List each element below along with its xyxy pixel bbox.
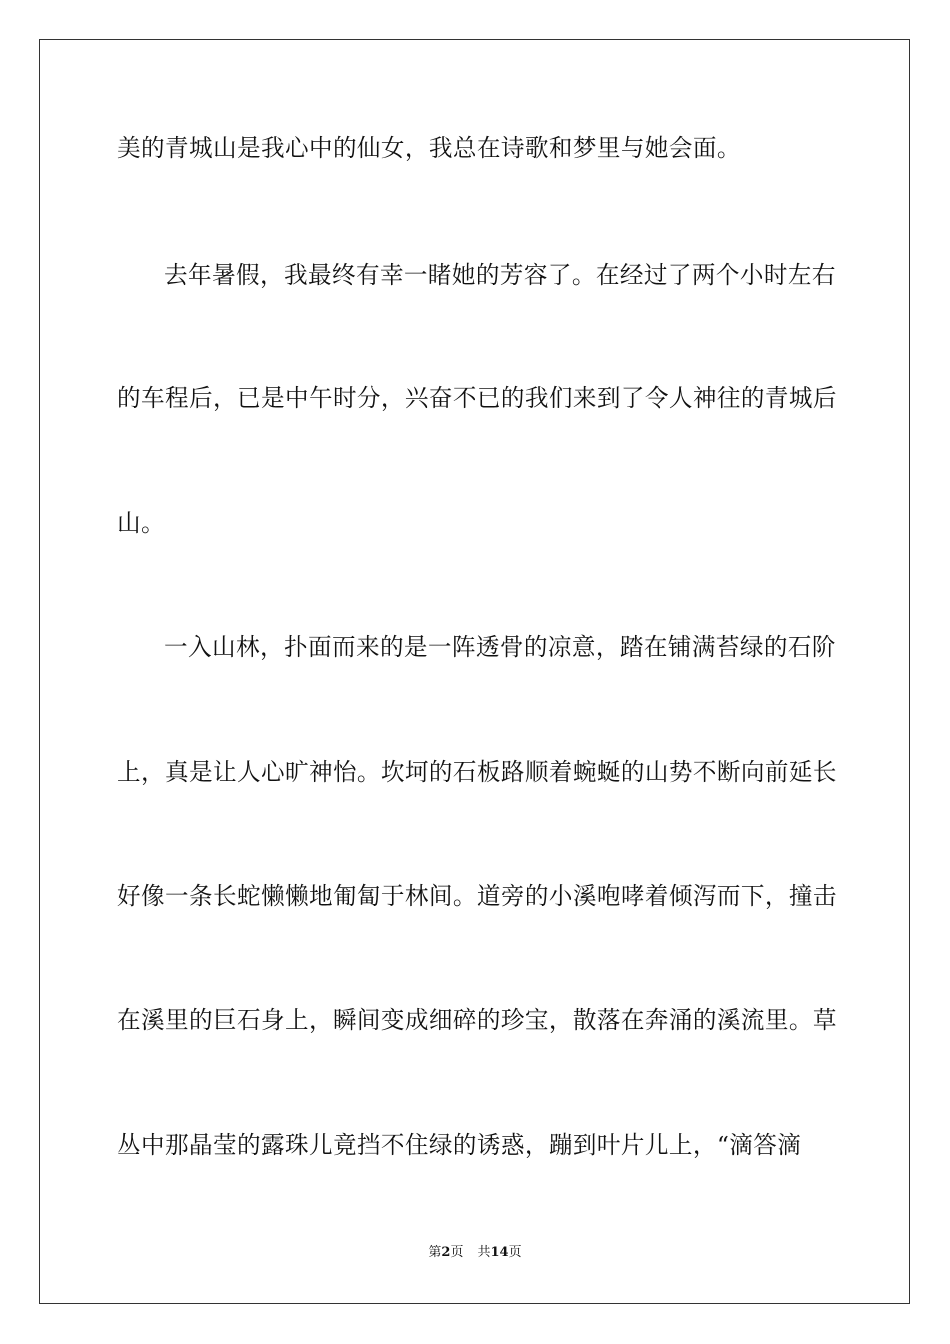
- total-suffix: 页: [508, 1245, 522, 1260]
- total-prefix: 共: [477, 1245, 491, 1260]
- text-line-8: 在溪里的巨石身上，瞬间变成细碎的珍宝，散落在奔涌的溪流里。草: [117, 1006, 837, 1034]
- text-line-1: 美的青城山是我心中的仙女，我总在诗歌和梦里与她会面。: [117, 134, 741, 162]
- page-suffix: 页: [450, 1245, 464, 1260]
- page-footer: [0, 1244, 950, 1262]
- text-line-9: 丛中那晶莹的露珠儿竟挡不住绿的诱惑，蹦到叶片儿上，“滴答滴: [117, 1131, 802, 1159]
- page-prefix: 第: [428, 1245, 442, 1260]
- text-line-7: 好像一条长蛇懒懒地匍匐于林间。道旁的小溪咆哮着倾泻而下，撞击: [117, 882, 837, 910]
- text-line-5: 一入山林，扑面而来的是一阵透骨的凉意，踏在铺满苔绿的石阶: [164, 633, 836, 661]
- text-line-2: 去年暑假，我最终有幸一睹她的芳容了。在经过了两个小时左右: [164, 261, 836, 289]
- text-line-6: 上，真是让人心旷神怡。坎坷的石板路顺着蜿蜒的山势不断向前延长: [117, 758, 837, 786]
- total-pages: 14: [490, 1245, 509, 1260]
- text-line-3: 的车程后，已是中午时分，兴奋不已的我们来到了令人神往的青城后: [117, 384, 837, 412]
- page-number: 2: [441, 1245, 451, 1260]
- page-border: [39, 39, 910, 1304]
- text-line-4: 山。: [117, 509, 165, 537]
